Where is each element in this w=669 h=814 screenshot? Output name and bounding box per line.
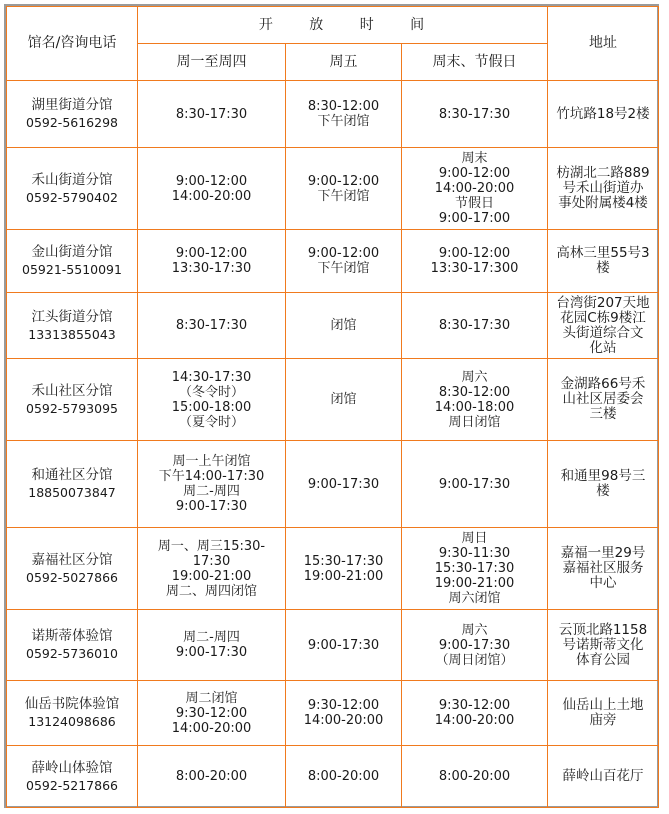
hours-mon-thu-cell — [138, 230, 286, 293]
hours-fri-cell — [286, 528, 402, 610]
hours-mon-thu-cell — [138, 148, 286, 230]
hours-line: 9:00-17:30 — [307, 637, 380, 653]
address-cell — [548, 293, 659, 359]
hours-line: 周二闭馆 — [185, 690, 238, 706]
header-opening-hours: 开 放 时 间 — [138, 7, 548, 44]
hours-line: 9:30-12:00 — [175, 705, 248, 721]
hours-line: 9:00-12:00 — [307, 246, 380, 261]
hours-line: 14:00-20:00 — [303, 713, 384, 728]
hours-line: 19:00-21:00 — [171, 568, 252, 584]
hours-line: 17:30 — [192, 553, 231, 569]
branch-phone: 0592-5217866 — [26, 777, 118, 793]
branch-name: 和通社区分馆 — [31, 467, 113, 483]
hours-fri-cell — [286, 441, 402, 528]
hours-fri-cell — [286, 746, 402, 808]
branch-name: 禾山社区分馆 — [31, 382, 113, 399]
branch-cell — [7, 293, 138, 359]
hours-line: 8:30-17:30 — [438, 106, 511, 122]
hours-line: 周二-周四 — [183, 630, 240, 645]
table-row — [7, 610, 659, 681]
address-cell — [548, 148, 659, 230]
address-text: 枋湖北二路889号禾山街道办事处附属楼4楼 — [556, 165, 650, 211]
branch-name: 嘉福社区分馆 — [31, 551, 113, 568]
hours-line: 9:30-11:30 — [438, 546, 511, 561]
hours-weekend-cell — [402, 681, 548, 746]
hours-line: 8:30-12:00 — [307, 99, 380, 114]
hours-line: 15:00-18:00 — [171, 399, 252, 415]
hours-line: 周六 — [461, 622, 488, 638]
hours-line: 9:00-12:00 — [307, 173, 380, 189]
hours-line: 下午闭馆 — [317, 188, 370, 204]
branch-name: 诺斯蒂体验馆 — [31, 628, 113, 644]
branch-phone: 13124098686 — [28, 714, 116, 729]
hours-fri-cell — [286, 610, 402, 681]
hours-fri-cell — [286, 148, 402, 230]
hours-mon-thu-cell — [138, 746, 286, 808]
branch-phone: 0592-5027866 — [26, 569, 118, 585]
hours-mon-thu-cell — [138, 610, 286, 681]
header-fri: 周五 — [286, 44, 402, 81]
hours-line: 周六 — [461, 369, 488, 385]
hours-line: 节假日 — [455, 196, 495, 211]
branch-phone: 05921-5510091 — [22, 262, 122, 277]
table-row — [7, 81, 659, 148]
branch-cell — [7, 528, 138, 610]
hours-fri-cell — [286, 230, 402, 293]
branch-phone: 18850073847 — [28, 485, 116, 500]
branch-name: 湖里街道分馆 — [31, 97, 113, 113]
address-cell — [548, 610, 659, 681]
hours-fri-cell — [286, 81, 402, 148]
hours-line: 8:30-12:00 — [438, 384, 511, 400]
hours-line: 周一、周三15:30- — [157, 538, 266, 554]
hours-line: 9:00-12:00 — [438, 166, 511, 181]
hours-line: 9:00-17:30 — [175, 499, 248, 514]
branch-name: 禾山街道分馆 — [31, 171, 113, 188]
hours-line: 9:00-17:00 — [438, 211, 511, 226]
hours-line: 下午14:00-17:30 — [158, 469, 265, 484]
hours-mon-thu-cell — [138, 293, 286, 359]
hours-mon-thu-cell — [138, 441, 286, 528]
table-row — [7, 681, 659, 746]
branch-name: 江头街道分馆 — [31, 308, 113, 325]
address-cell — [548, 746, 659, 808]
hours-line: 13:30-17:30 — [171, 261, 252, 276]
hours-line: 13:30-17:300 — [430, 261, 519, 276]
table-row — [7, 359, 659, 441]
branch-phone: 13313855043 — [28, 326, 116, 342]
address-text: 竹坑路18号2楼 — [556, 105, 650, 122]
hours-line: 14:00-20:00 — [171, 720, 252, 736]
hours-line: 周日闭馆 — [448, 414, 501, 430]
hours-mon-thu-cell — [138, 528, 286, 610]
header-weekend: 周末、节假日 — [402, 44, 548, 81]
hours-line: 闭馆 — [330, 318, 357, 333]
address-cell — [548, 230, 659, 293]
hours-line: 15:30-17:30 — [434, 561, 515, 576]
hours-line: 闭馆 — [330, 392, 357, 407]
hours-weekend-cell — [402, 230, 548, 293]
address-text: 嘉福一里29号嘉福社区服务中心 — [560, 545, 646, 591]
hours-line: 下午闭馆 — [317, 261, 370, 276]
hours-line: 9:00-17:30 — [307, 476, 380, 492]
hours-line: 9:00-17:30 — [438, 637, 511, 653]
hours-line: 8:30-17:30 — [175, 318, 248, 333]
header-mon-thu: 周一至周四 — [138, 44, 286, 81]
address-text: 和通里98号三楼 — [560, 468, 646, 499]
table-row — [7, 148, 659, 230]
hours-line: 19:00-21:00 — [303, 568, 384, 584]
header-name-phone: 馆名/咨询电话 — [7, 7, 138, 81]
hours-fri-cell — [286, 359, 402, 441]
hours-line: 15:30-17:30 — [303, 553, 384, 569]
address-text: 台湾街207天地花园C栋9楼江头街道综合文化站 — [556, 294, 650, 356]
hours-line: 9:30-12:00 — [307, 698, 380, 713]
hours-line: 9:30-12:00 — [438, 698, 511, 713]
hours-line: 周六闭馆 — [448, 591, 501, 606]
hours-line: 8:30-17:30 — [438, 318, 511, 333]
address-text: 薛岭山百花厅 — [562, 768, 644, 784]
hours-weekend-cell — [402, 746, 548, 808]
hours-weekend-cell — [402, 293, 548, 359]
hours-line: 9:00-12:00 — [438, 246, 511, 261]
hours-line: 9:00-17:30 — [175, 645, 248, 660]
address-text: 金湖路66号禾山社区居委会三楼 — [560, 376, 646, 422]
address-cell — [548, 81, 659, 148]
address-text: 云顶北路1158号诺斯蒂文化体育公园 — [558, 621, 648, 668]
table-row — [7, 528, 659, 610]
branch-cell — [7, 681, 138, 746]
branch-cell — [7, 148, 138, 230]
hours-weekend-cell — [402, 148, 548, 230]
hours-mon-thu-cell — [138, 359, 286, 441]
hours-line: 8:00-20:00 — [307, 769, 380, 784]
branch-name: 金山街道分馆 — [31, 244, 113, 260]
hours-line: 周日 — [461, 531, 488, 546]
hours-mon-thu-cell — [138, 681, 286, 746]
branch-cell — [7, 230, 138, 293]
hours-line: 周末 — [461, 151, 488, 166]
hours-line: （周日闭馆） — [435, 652, 514, 668]
hours-line: 14:00-20:00 — [434, 181, 515, 196]
table-row — [7, 441, 659, 528]
hours-line: 周一上午闭馆 — [172, 454, 251, 469]
branch-cell — [7, 746, 138, 808]
branch-name: 仙岳书院体验馆 — [24, 696, 120, 712]
header-address: 地址 — [548, 7, 659, 81]
hours-line: 8:00-20:00 — [175, 769, 248, 784]
hours-line: 14:00-18:00 — [434, 399, 515, 415]
hours-weekend-cell — [402, 81, 548, 148]
hours-line: 周二-周四 — [183, 484, 240, 499]
branch-cell — [7, 359, 138, 441]
hours-line: 8:30-17:30 — [175, 106, 248, 122]
table-row — [7, 230, 659, 293]
branch-cell — [7, 81, 138, 148]
hours-line: 9:00-17:30 — [438, 476, 511, 492]
hours-line: 8:00-20:00 — [438, 769, 511, 784]
branch-cell — [7, 610, 138, 681]
hours-line: 14:00-20:00 — [434, 713, 515, 728]
hours-weekend-cell — [402, 441, 548, 528]
address-cell — [548, 681, 659, 746]
header-row-top — [7, 7, 659, 44]
branch-phone: 0592-5793095 — [26, 400, 118, 416]
address-cell — [548, 528, 659, 610]
address-cell — [548, 359, 659, 441]
branch-phone: 0592-5790402 — [26, 189, 118, 205]
branch-phone: 0592-5736010 — [26, 646, 118, 661]
table-row — [7, 746, 659, 808]
branch-cell — [7, 441, 138, 528]
hours-line: 19:00-21:00 — [434, 576, 515, 591]
address-cell — [548, 441, 659, 528]
hours-line: 14:00-20:00 — [171, 188, 252, 204]
address-text: 高林三里55号3楼 — [556, 245, 650, 276]
hours-line: （夏令时） — [178, 414, 244, 430]
hours-line: （冬令时） — [178, 384, 244, 400]
hours-weekend-cell — [402, 528, 548, 610]
hours-mon-thu-cell — [138, 81, 286, 148]
branch-phone: 0592-5616298 — [26, 115, 118, 130]
hours-fri-cell — [286, 681, 402, 746]
table-row — [7, 293, 659, 359]
address-text: 仙岳山上土地庙旁 — [562, 697, 644, 728]
hours-fri-cell — [286, 293, 402, 359]
hours-weekend-cell — [402, 359, 548, 441]
library-hours-table — [6, 6, 659, 808]
hours-line: 9:00-12:00 — [175, 173, 248, 189]
branch-name: 薛岭山体验馆 — [31, 759, 113, 776]
hours-line: 14:30-17:30 — [171, 369, 252, 385]
hours-line: 周二、周四闭馆 — [165, 583, 257, 599]
hours-line: 下午闭馆 — [317, 114, 370, 129]
hours-weekend-cell — [402, 610, 548, 681]
hours-line: 9:00-12:00 — [175, 246, 248, 261]
